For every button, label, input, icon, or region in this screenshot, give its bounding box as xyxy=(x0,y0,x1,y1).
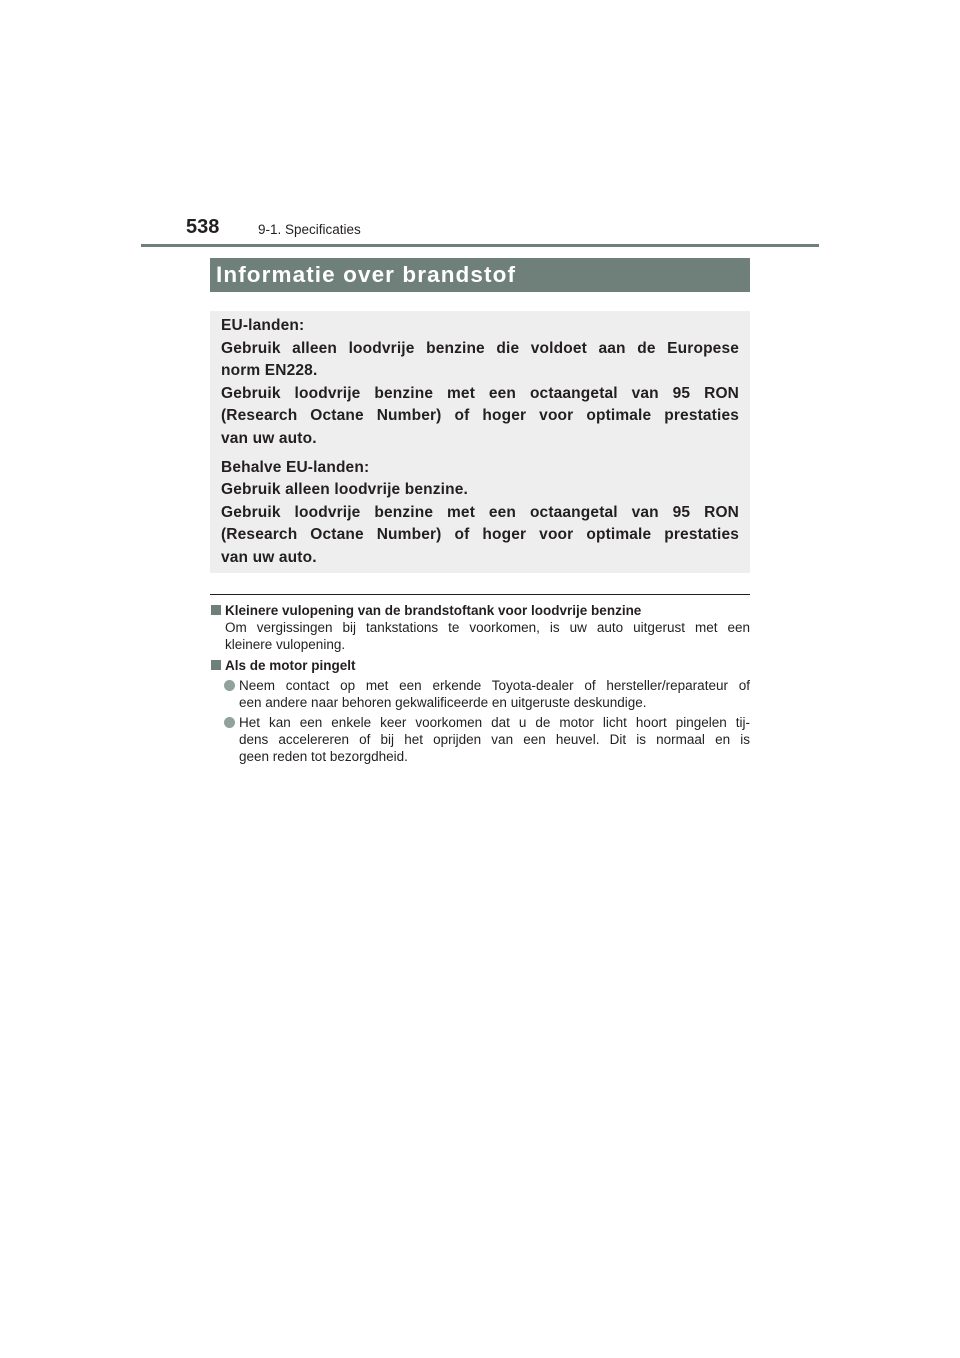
note-filler-body xyxy=(210,619,750,653)
eu-line: van uw auto. xyxy=(221,429,317,447)
bullet-line: Het kan een enkele keer voorkomen dat u de motor licht hoort pingelen tij- xyxy=(239,715,750,730)
square-bullet-icon xyxy=(211,605,221,615)
non-eu-line: van uw auto. xyxy=(221,548,317,566)
bullet-line: een andere naar behoren gekwalificeerde en uitgeruste deskundige. xyxy=(239,695,647,710)
bullet-line: Neem contact op met een erkende Toyota-dealer of hersteller/reparateur of xyxy=(239,678,750,693)
note-title-text: Kleinere vulopening van de brandstoftank voor loodvrije benzine xyxy=(225,603,642,618)
section-title-bar xyxy=(210,258,750,292)
bullet-text xyxy=(239,714,750,765)
eu-heading: EU-landen: xyxy=(221,317,305,334)
note-title-text: Als de motor pingelt xyxy=(225,658,356,673)
circle-bullet-icon xyxy=(224,680,235,691)
eu-line: Gebruik alleen loodvrije benzine die voldoet aan de Europese xyxy=(221,339,739,357)
note-body-line: Om vergissingen bij tankstations te voorkomen, is uw auto uitgerust met een xyxy=(225,620,750,635)
section-title: Informatie over brandstof xyxy=(216,262,517,287)
bullet-line: geen reden tot bezorgdheid. xyxy=(239,749,408,764)
note-body-line: kleinere vulopening. xyxy=(225,637,346,652)
section-reference: 9-1. Specificaties xyxy=(258,222,361,237)
fuel-info-box xyxy=(210,311,750,573)
bullet-item xyxy=(224,677,750,711)
non-eu-line: Gebruik alleen loodvrije benzine. xyxy=(221,481,468,499)
eu-countries-group xyxy=(221,315,739,451)
bullet-line: dens accelereren of bij het oprijden van een heuvel. Dit is normaal en is xyxy=(239,732,750,747)
notes-section xyxy=(210,602,750,768)
non-eu-heading: Behalve EU-landen: xyxy=(221,458,370,476)
bullet-text xyxy=(239,677,750,711)
square-bullet-icon xyxy=(211,660,221,670)
bullet-item xyxy=(224,714,750,765)
header-rule xyxy=(141,244,819,247)
non-eu-countries-group xyxy=(221,457,739,570)
note-filler-title xyxy=(210,602,750,619)
eu-line: Gebruik loodvrije benzine met een octaangetal van 95 RON xyxy=(221,384,739,402)
circle-bullet-icon xyxy=(224,717,235,728)
page-number: 538 xyxy=(186,216,220,238)
eu-line: (Research Octane Number) of hoger voor optimale prestaties xyxy=(221,407,739,425)
non-eu-line: (Research Octane Number) of hoger voor optimale prestaties xyxy=(221,526,739,544)
eu-line: norm EN228. xyxy=(221,362,318,380)
section-rule xyxy=(210,594,750,595)
non-eu-line: Gebruik loodvrije benzine met een octaangetal van 95 RON xyxy=(221,503,739,521)
note-knocking-title xyxy=(210,657,750,674)
